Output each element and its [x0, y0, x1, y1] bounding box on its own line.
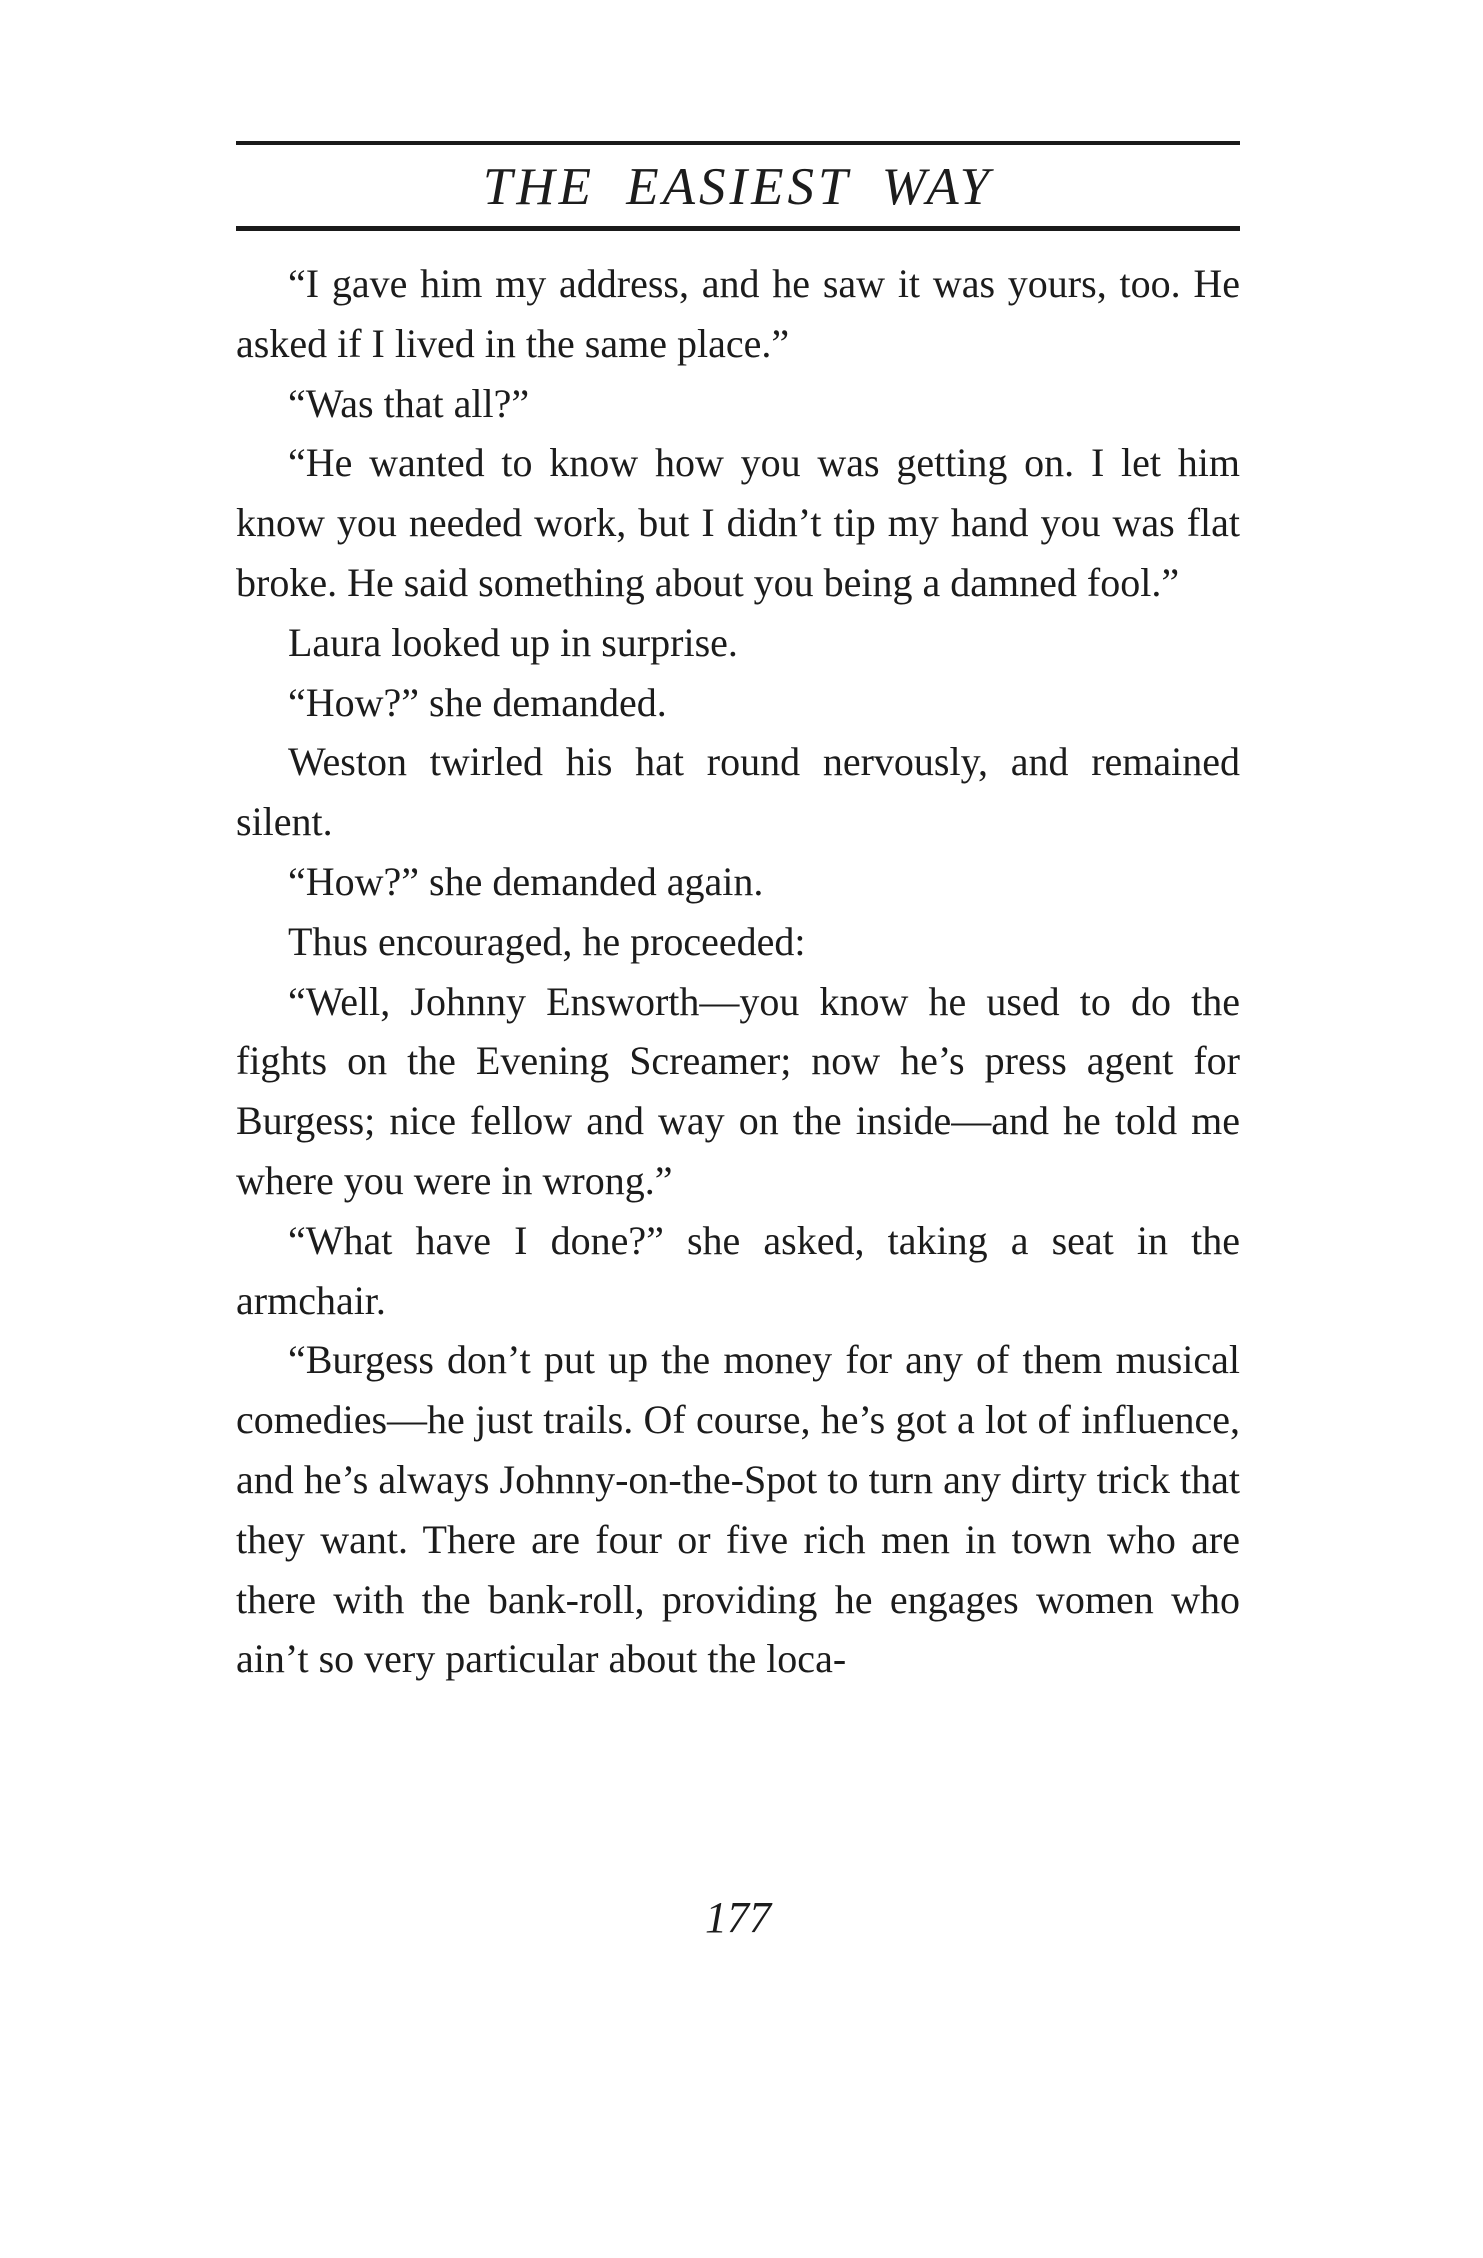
paragraph: “How?” she demanded again.	[288, 858, 764, 904]
paragraph: “Was that all?”	[288, 380, 530, 426]
paragraph: Weston twirled his hat round nervously, and remained silent.	[236, 739, 1240, 845]
paragraph: “How?” she demanded.	[288, 679, 667, 725]
paragraph: “Well, Johnny Ensworth—you know he used to do the fights on the Evening Screamer; now he’s press agent for Burgess; nice fellow and way on the inside—and he told me where you were in wrong.”	[236, 978, 1240, 1203]
page-number: 177	[705, 1893, 771, 1942]
running-head: THE EASIEST WAY	[482, 158, 994, 216]
paragraph: “Burgess don’t put up the money for any of them musical comedies—he just trails. Of course, he’s got a lot of influence, and he’s always Johnny-on-the-Spot to turn any dirty trick that they want. There are four or five rich men in town who are there with the bank-roll, providing he engages women who ain’t so very particular about the loca-	[236, 1337, 1240, 1682]
paragraph: “He wanted to know how you was getting on. I let him know you needed work, but I didn’t tip my hand you was flat broke. He said something about you being a damned fool.”	[236, 440, 1240, 605]
paragraph: Laura looked up in surprise.	[288, 619, 738, 665]
paragraph: “What have I done?” she asked, taking a seat in the armchair.	[236, 1217, 1240, 1323]
header-rule-bottom	[236, 226, 1240, 231]
paragraph: Thus encouraged, he proceeded:	[288, 918, 806, 964]
body-text	[236, 254, 1240, 1689]
header-rule-top	[236, 141, 1240, 145]
paragraph: “I gave him my address, and he saw it was yours, too. He asked if I lived in the same place.”	[236, 261, 1240, 366]
